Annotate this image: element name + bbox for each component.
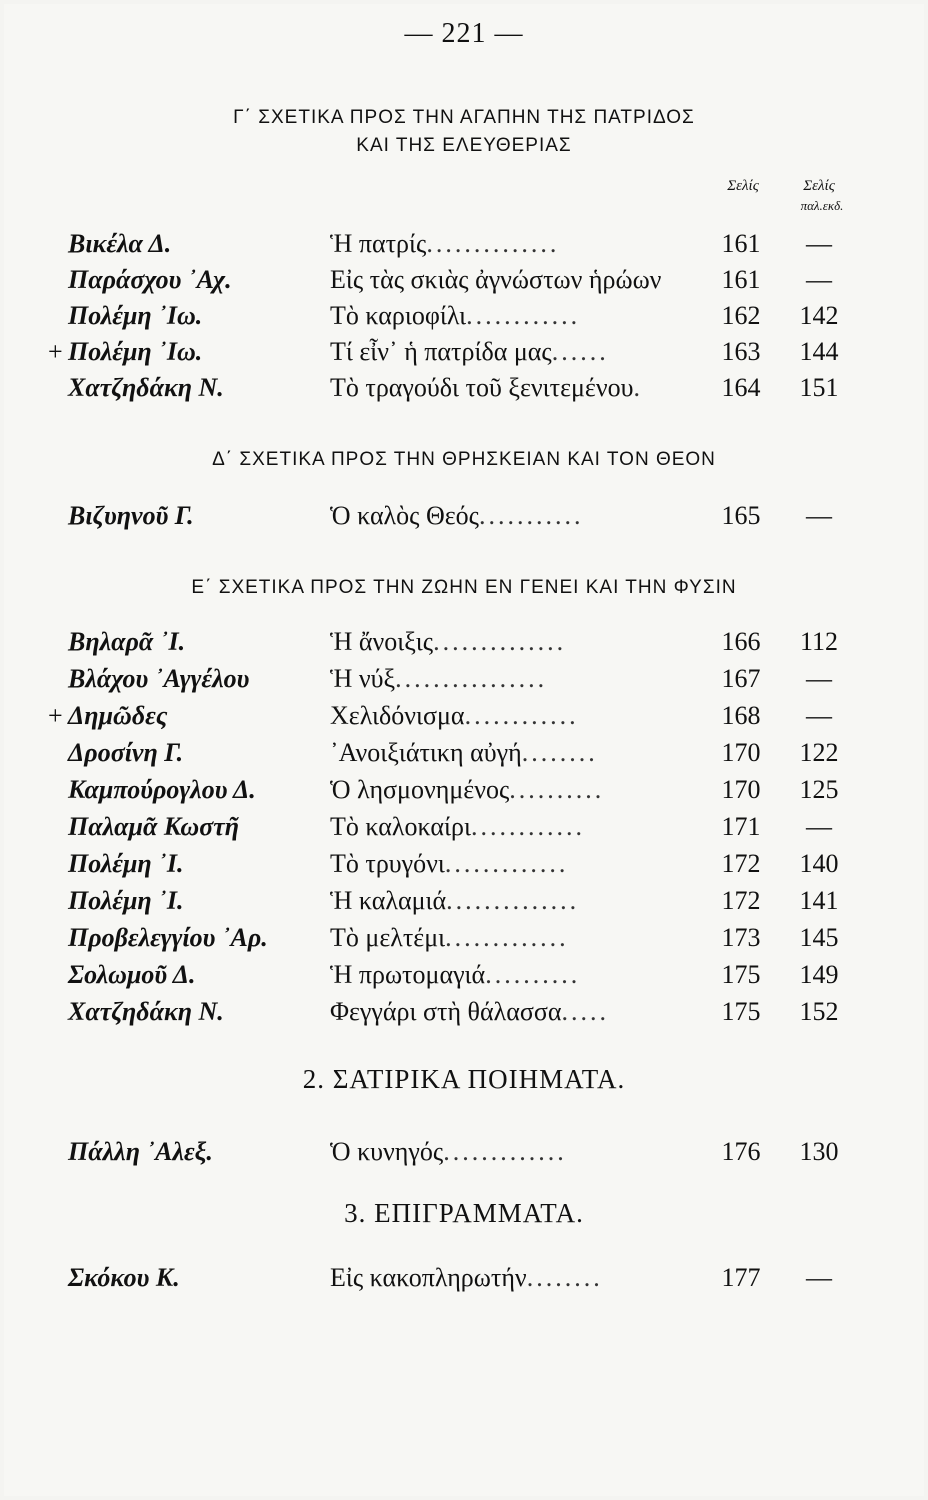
row-leader-dots: ............ xyxy=(466,301,581,330)
row-author: Παράσχου ᾿Αχ. xyxy=(68,265,232,294)
toc-row xyxy=(0,735,928,771)
row-title-text: Τὸ τρυγόνι xyxy=(330,849,445,878)
toc-row xyxy=(0,298,928,334)
section-heading-line: Γ΄ ΣΧΕΤΙΚΑ ΠΡΟΣ ΤΗΝ ΑΓΑΠΗΝ ΤΗΣ ΠΑΤΡΙΔΟΣ xyxy=(233,107,695,128)
row-title xyxy=(330,262,700,298)
section-heading-line: 2. ΣΑΤΙΡΙΚΑ ΠΟΙΗΜΑΤΑ. xyxy=(302,1064,626,1094)
row-author: Πολέμη ᾿Ιω. xyxy=(68,301,203,330)
row-leader-dots: . xyxy=(633,373,643,402)
row-title-text: ᾿Ανοιξιάτικη αὐγή xyxy=(330,738,522,767)
row-page: 172 xyxy=(721,849,761,878)
row-title xyxy=(330,661,700,697)
row-title xyxy=(330,698,700,734)
row-author: Βλάχου ᾿Αγγέλου xyxy=(68,664,250,693)
row-page: 175 xyxy=(721,997,761,1026)
row-author: Παλαμᾶ Κωστῆ xyxy=(68,812,240,841)
row-author: Χατζηδάκη Ν. xyxy=(68,997,224,1026)
row-old-page: 144 xyxy=(799,337,839,366)
toc-row xyxy=(0,957,928,993)
row-title-text: Τὸ καριοφίλι xyxy=(330,301,467,330)
row-title xyxy=(330,498,700,534)
row-title-text: Χελιδόνισμα xyxy=(330,701,465,730)
row-mark: + xyxy=(48,701,63,730)
toc-row xyxy=(0,994,928,1030)
row-leader-dots: ............ xyxy=(464,701,579,730)
row-old-page: 130 xyxy=(799,1137,839,1166)
row-leader-dots: .............. xyxy=(426,229,560,258)
row-page: 163 xyxy=(721,337,761,366)
toc-row xyxy=(0,262,928,298)
row-leader-dots: ..... xyxy=(561,997,610,1026)
row-title xyxy=(330,994,700,1030)
row-leader-dots: ................ xyxy=(395,664,548,693)
row-author: Χατζηδάκη Ν. xyxy=(68,373,224,402)
row-title xyxy=(330,1134,700,1170)
row-page: 166 xyxy=(721,627,761,656)
row-old-page: — xyxy=(806,229,832,258)
row-author: Καμπούρογλου Δ. xyxy=(68,775,256,804)
row-mark: + xyxy=(48,337,63,366)
section-heading-line: Δ΄ ΣΧΕΤΙΚΑ ΠΡΟΣ ΤΗΝ ΘΡΗΣΚΕΙΑΝ ΚΑΙ ΤΟΝ ΘΕΟΝ xyxy=(212,449,716,470)
row-leader-dots: ............ xyxy=(470,812,585,841)
row-title-text: Ὁ κυνηγός xyxy=(330,1137,444,1166)
row-author: Πολέμη ᾿Ι. xyxy=(68,886,184,915)
row-title xyxy=(330,772,700,808)
row-title-text: Εἰς τὰς σκιὰς ἀγνώστων ἡρώων xyxy=(330,265,662,294)
row-title xyxy=(330,920,700,956)
row-page: 176 xyxy=(721,1137,761,1166)
row-page: 171 xyxy=(721,812,761,841)
row-author: Πολέμη ᾿Ιω. xyxy=(68,337,203,366)
row-title xyxy=(330,298,700,334)
section-heading-line: ΚΑΙ ΤΗΣ ΕΛΕΥΘΕΡΙΑΣ xyxy=(356,135,572,156)
row-title xyxy=(330,957,700,993)
page-number: — 221 — xyxy=(404,18,524,49)
row-page: 177 xyxy=(721,1263,761,1292)
row-leader-dots: .............. xyxy=(433,627,567,656)
row-page: 167 xyxy=(721,664,761,693)
row-author: Σκόκου Κ. xyxy=(68,1263,180,1292)
row-page: 175 xyxy=(721,960,761,989)
row-author: Βηλαρᾶ ᾿Ι. xyxy=(68,627,186,656)
row-title-text: Ἡ ἄνοιξις xyxy=(330,627,434,656)
row-title xyxy=(330,1260,700,1296)
row-title xyxy=(330,809,700,845)
section-heading-nature xyxy=(0,574,928,602)
row-author: Δροσίνη Γ. xyxy=(68,738,184,767)
row-author: Βιζυηνοῦ Γ. xyxy=(68,501,194,530)
row-page: 164 xyxy=(721,373,761,402)
row-title-text: Ὁ λησμονημένος xyxy=(330,775,510,804)
row-leader-dots: ............. xyxy=(443,1137,567,1166)
row-title xyxy=(330,846,700,882)
row-page: 173 xyxy=(721,923,761,952)
column-header-page: Σελίς xyxy=(727,178,759,194)
row-leader-dots: .......... xyxy=(509,775,605,804)
section-heading-satirical xyxy=(0,1064,928,1095)
row-page: 170 xyxy=(721,775,761,804)
toc-row xyxy=(0,334,928,370)
row-author: Δημῶδες xyxy=(68,701,168,730)
section-heading-epigrams xyxy=(0,1198,928,1229)
row-title xyxy=(330,226,700,262)
row-old-page: — xyxy=(806,812,832,841)
toc-row xyxy=(0,920,928,956)
row-page: 161 xyxy=(721,229,761,258)
toc-row xyxy=(0,661,928,697)
toc-row xyxy=(0,698,928,734)
row-old-page: 141 xyxy=(799,886,839,915)
row-title xyxy=(330,370,700,406)
row-old-page: 151 xyxy=(799,373,839,402)
toc-row xyxy=(0,809,928,845)
row-title-text: Ἡ πρωτομαγιά xyxy=(330,960,486,989)
row-page: 161 xyxy=(721,265,761,294)
row-title-text: Εἰς κακοπληρωτήν xyxy=(330,1263,527,1292)
row-page: 162 xyxy=(721,301,761,330)
row-title-text: Φεγγάρι στὴ θάλασσα xyxy=(330,997,562,1026)
toc-row xyxy=(0,883,928,919)
row-old-page: 152 xyxy=(799,997,839,1026)
row-title xyxy=(330,334,700,370)
row-title xyxy=(330,624,700,660)
row-old-page: — xyxy=(806,1263,832,1292)
row-author: Βικέλα Δ. xyxy=(68,229,172,258)
row-title-text: Τί εἶν᾿ ἡ πατρίδα μας xyxy=(330,337,552,366)
row-title-text: Ἡ καλαμιά xyxy=(330,886,447,915)
row-old-page: — xyxy=(806,664,832,693)
row-old-page: — xyxy=(806,701,832,730)
row-leader-dots: ........ xyxy=(526,1263,603,1292)
row-leader-dots: ............. xyxy=(445,923,569,952)
row-leader-dots: .......... xyxy=(485,960,581,989)
toc-row xyxy=(0,1260,928,1296)
row-title xyxy=(330,883,700,919)
section-heading-homeland xyxy=(0,104,928,160)
row-leader-dots: ............. xyxy=(444,849,569,878)
row-title-text: Τὸ μελτέμι xyxy=(330,923,446,952)
toc-row xyxy=(0,846,928,882)
row-leader-dots: ........... xyxy=(478,501,584,530)
row-old-page: 145 xyxy=(799,923,839,952)
row-title xyxy=(330,735,700,771)
toc-row xyxy=(0,1134,928,1170)
toc-row xyxy=(0,772,928,808)
row-old-page: — xyxy=(806,501,832,530)
column-header-old-edition: παλ.εκδ. xyxy=(800,198,844,213)
row-author: Σολωμοῦ Δ. xyxy=(68,960,196,989)
row-page: 165 xyxy=(721,501,761,530)
row-leader-dots: .............. xyxy=(446,886,580,915)
row-leader-dots: ........ xyxy=(521,738,598,767)
row-author: Πολέμη ᾿Ι. xyxy=(68,849,184,878)
row-old-page: 112 xyxy=(799,627,839,656)
row-title-text: Τὸ καλοκαίρι xyxy=(330,812,471,841)
row-old-page: 125 xyxy=(799,775,839,804)
toc-row xyxy=(0,624,928,660)
toc-row xyxy=(0,370,928,406)
row-old-page: 149 xyxy=(799,960,839,989)
row-page: 172 xyxy=(721,886,761,915)
row-author: Προβελεγγίου ᾿Αρ. xyxy=(68,923,268,952)
row-old-page: 122 xyxy=(799,738,839,767)
row-old-page: 142 xyxy=(799,301,839,330)
section-heading-line: Ε΄ ΣΧΕΤΙΚΑ ΠΡΟΣ ΤΗΝ ΖΩΗΝ ΕΝ ΓΕΝΕΙ ΚΑΙ ΤΗΝ ΦΥΣΙΝ xyxy=(191,577,737,598)
row-page: 170 xyxy=(721,738,761,767)
section-heading-religion xyxy=(0,446,928,474)
toc-row xyxy=(0,226,928,262)
row-old-page: — xyxy=(806,265,832,294)
column-header-old-page: Σελίς xyxy=(803,178,835,194)
row-title-text: Ἡ νύξ xyxy=(330,664,396,693)
row-author: Πάλλη ᾿Αλεξ. xyxy=(68,1137,213,1166)
toc-row xyxy=(0,498,928,534)
row-old-page: 140 xyxy=(799,849,839,878)
section-heading-line: 3. ΕΠΙΓΡΑΜΜΑΤΑ. xyxy=(344,1198,584,1228)
row-page: 168 xyxy=(721,701,761,730)
row-title-text: Τὸ τραγούδι τοῦ ξενιτεμένου xyxy=(330,373,634,402)
row-title-text: Ἡ πατρίς xyxy=(330,229,427,258)
row-title-text: Ὁ καλὸς Θεός xyxy=(330,501,479,530)
row-leader-dots: ...... xyxy=(551,337,609,366)
